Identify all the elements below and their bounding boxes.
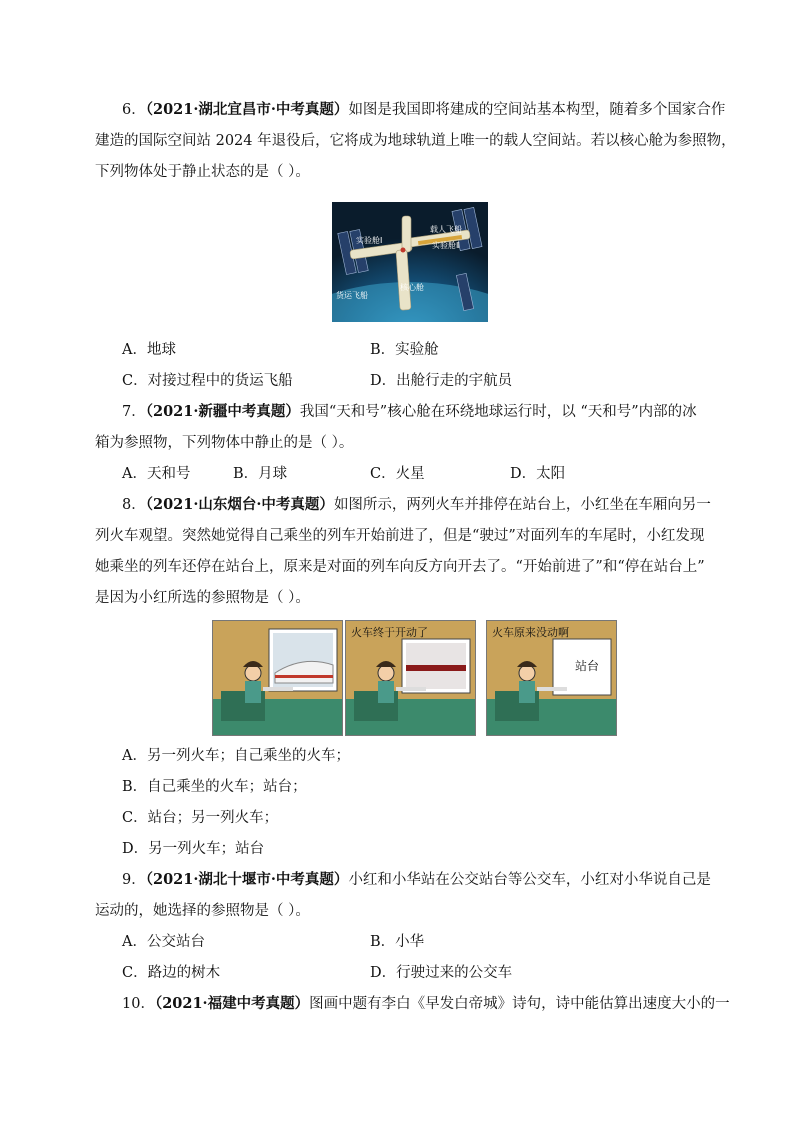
q9-option-a: A．公交站台: [122, 934, 205, 950]
train-panel-2: [345, 620, 476, 736]
q10-line1: [122, 994, 730, 1014]
q9-number: 9．: [122, 872, 146, 888]
space-station-figure: [332, 202, 488, 322]
q9-option-d: D．行驶过来的公交车: [370, 965, 513, 981]
q10-number: 10．: [122, 996, 155, 1012]
panel-2-caption: 火车终于开动了: [351, 626, 428, 639]
q6-source: （2021·湖北宜昌市·中考真题）: [145, 101, 349, 118]
q6-option-b: B．实验舱: [370, 342, 439, 358]
q7-line2: 箱为参照物，下列物体中静止的是（ ）。: [95, 435, 354, 451]
q7-text-1: 我国“天和号”核心舱在环绕地球运行时，以 “天和号”内部的冰: [299, 404, 697, 420]
q8-option-c: C．站台；另一列火车；: [122, 810, 279, 826]
q6-line2: 建造的国际空间站 2024 年退役后，它将成为地球轨道上唯一的载人空间站。若以核心舱为参照物，: [95, 133, 736, 149]
q7-source: （2021·新疆中考真题）: [145, 403, 300, 420]
q7-line1: [122, 402, 697, 422]
panel-3-caption: 火车原来没动啊: [492, 626, 569, 639]
q8-line4: 是因为小红所选的参照物是（ ）。: [95, 590, 310, 606]
q8-line3: 她乘坐的列车还停在站台上，原来是对面的列车向反方向开去了。“开始前进了”和“停在站台上”: [95, 559, 705, 575]
q8-option-b: B．自己乘坐的火车；站台；: [122, 779, 307, 795]
q8-line2: 列火车观望。突然她觉得自己乘坐的列车开始前进了，但是“驶过”对面列车的车尾时，小红发现: [95, 528, 705, 544]
q8-text-1: 如图所示，两列火车并排停在站台上，小红坐在车厢向另一: [333, 497, 711, 513]
q9-line2: 运动的，她选择的参照物是（ ）。: [95, 903, 310, 919]
q7-option-c: C．火星: [370, 466, 425, 482]
q9-source: （2021·湖北十堰市·中考真题）: [145, 871, 349, 888]
q7-number: 7．: [122, 404, 146, 420]
space-station-illustration: [332, 202, 488, 322]
q9-text-1: 小红和小华站在公交站台等公交车，小红对小华说自己是: [348, 872, 711, 888]
q8-line1: [122, 495, 711, 515]
q6-line1: [122, 100, 725, 120]
q10-text-1: 图画中题有李白《早发白帝城》诗句，诗中能估算出速度大小的一: [309, 996, 730, 1012]
train-scene-1: [213, 621, 342, 735]
q7-option-a: A．天和号: [122, 466, 191, 482]
q6-option-a: A．地球: [122, 342, 176, 358]
q8-source: （2021·山东烟台·中考真题）: [145, 496, 334, 513]
label-cargo: 货运飞船: [336, 291, 368, 300]
q9-option-b: B．小华: [370, 934, 425, 950]
q6-option-d: D．出舱行走的宇航员: [370, 373, 513, 389]
q6-line3: 下列物体处于静止状态的是（ ）。: [95, 164, 310, 180]
q8-option-d: D．另一列火车；站台: [122, 841, 265, 857]
q6-number: 6．: [122, 102, 146, 118]
q6-text-1: 如图是我国即将建成的空间站基本构型，随着多个国家合作: [348, 102, 726, 118]
label-core: 核心舱: [400, 283, 424, 292]
q8-option-a: A．另一列火车；自己乘坐的火车；: [122, 748, 350, 764]
q8-number: 8．: [122, 497, 146, 513]
label-lab1: 实验舱Ⅰ: [356, 236, 383, 245]
q9-line1: [122, 870, 711, 890]
q10-source: （2021·福建中考真题）: [154, 995, 310, 1012]
q6-option-c: C．对接过程中的货运飞船: [122, 373, 293, 389]
label-lab2: 实验舱Ⅱ: [432, 241, 460, 250]
label-crew: 载人飞船: [430, 225, 462, 234]
q9-option-c: C．路边的树木: [122, 965, 221, 981]
q7-option-d: D．太阳: [510, 466, 566, 482]
train-panel-3: [486, 620, 617, 736]
panel-3-platform-label: 站台: [575, 659, 600, 673]
train-panel-1: [212, 620, 343, 736]
q7-option-b: B．月球: [233, 466, 288, 482]
